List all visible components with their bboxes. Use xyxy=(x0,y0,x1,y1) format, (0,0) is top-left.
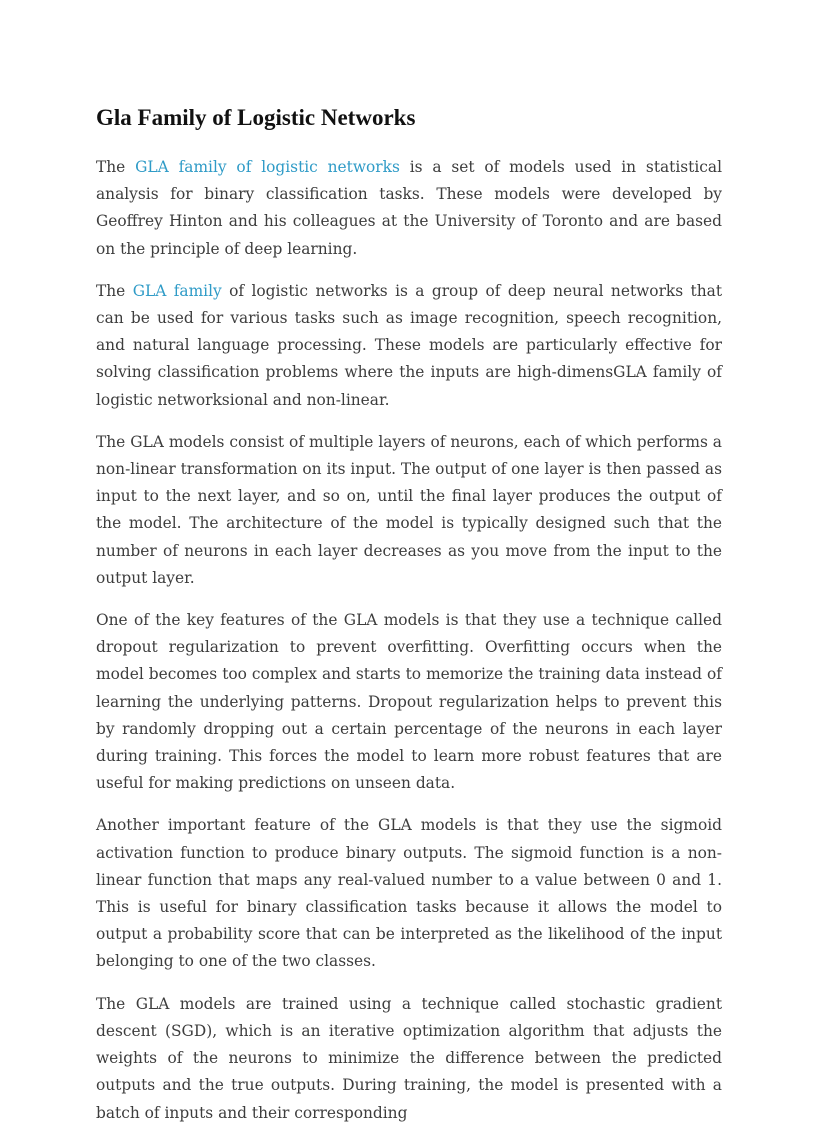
paragraph-1-body: is a set of models used in statistical analysis for binary classification tasks. These models were developed by Geoffrey Hinton and his colleagues at the University of Toronto and are based on the principle of deep learning. xyxy=(96,158,723,258)
gla-family-short-link[interactable]: GLA family xyxy=(132,281,222,300)
paragraph-3: The GLA models consist of multiple layers of neurons, each of which performs a non-linear transformation on its input. The output of one layer is then passed as input to the next layer, and so on, until the final layer produces the output of the model. The architecture of the model is typically designed such that the number of neurons in each layer decreases as you move from the input to the output layer. xyxy=(96,432,722,587)
paragraph-2-lead: The xyxy=(96,281,133,300)
document-page xyxy=(96,100,722,1142)
paragraph-5: Another important feature of the GLA models is that they use the sigmoid activation function to produce binary outputs. The sigmoid function is a non-linear function that maps any real-valued number to a value between 0 and 1. This is useful for binary classification tasks because it allows the model to output a probability score that can be interpreted as the likelihood of the input belonging to one of the two classes. xyxy=(96,816,722,971)
page-title: Gla Family of Logistic Networks xyxy=(96,105,416,130)
paragraph-2-body: of logistic networks is a group of deep neural networks that can be used for various tasks such as image recognition, speech recognition, and natural language processing. These models are particularly effective for solving classification problems where the inputs are high-dimensGLA family of logistic networksional and non-linear. xyxy=(96,281,722,409)
paragraph-4: One of the key features of the GLA models is that they use a technique called dropout regularization to prevent overfitting. Overfitting occurs when the model becomes too complex and starts to memorize the training data instead of learning the underlying patterns. Dropout regularization helps to prevent this by randomly dropping out a certain percentage of the neurons in each layer during training. This forces the model to learn more robust features that are useful for making predictions on unseen data. xyxy=(96,611,722,793)
paragraph-6: The GLA models are trained using a technique called stochastic gradient descent (SGD), which is an iterative optimization algorithm that adjusts the weights of the neurons to minimize the difference between the predicted outputs and the true outputs. During training, the model is presented with a batch of inputs and their corresponding xyxy=(96,994,722,1122)
gla-family-link[interactable]: GLA family of logistic networks xyxy=(135,158,400,176)
paragraph-2 xyxy=(96,278,722,414)
paragraph-1-lead: The xyxy=(96,158,136,176)
paragraph-1 xyxy=(96,154,722,263)
